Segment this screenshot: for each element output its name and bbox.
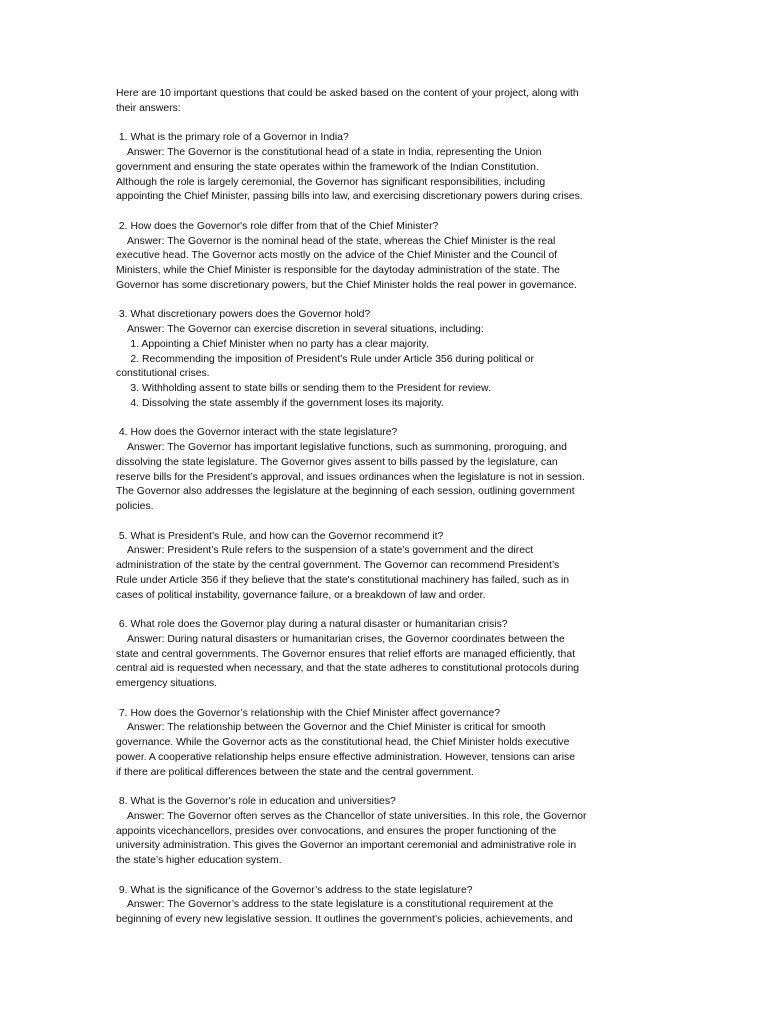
question-block (116, 220, 656, 294)
answer-text-line: Answer: During natural disasters or humanitarian crises, the Governor coordinates between the (116, 633, 565, 645)
answer-text-line: Answer: The Governor can exercise discretion in several situations, including: (116, 324, 484, 335)
answer-text-line: emergency situations. (116, 678, 218, 689)
answer-text-line: Answer: The Governor has important legislative functions, such as summoning, proroguing, and (116, 442, 567, 453)
answer-text-line: Ministers, while the Chief Minister is responsible for the daytoday administration of the state. The (116, 265, 560, 276)
question-text: 6. What role does the Governor play during a natural disaster or humanitarian crisis? (116, 619, 508, 630)
intro-line: their answers: (116, 102, 181, 114)
answer-text-line: university administration. This gives the Governor an important ceremonial and administrative role in (116, 840, 577, 852)
question-block (116, 618, 656, 692)
answer-text-line: policies. (116, 501, 154, 512)
answer-text-line: central aid is requested when necessary, and that the state adheres to constitutional protocols during (116, 663, 580, 675)
answer-text-line: the state’s higher education system. (116, 855, 282, 866)
answer-text-line: state and central governments. The Governor ensures that relief efforts are managed efficiently, that (116, 648, 575, 660)
answer-text-line: executive head. The Governor acts mostly on the advice of the Chief Minister and the Council of (116, 250, 558, 262)
intro-paragraph (116, 87, 656, 117)
answer-text-line: reserve bills for the President’s approval, and issues ordinances when the legislature is not in session. (116, 471, 585, 483)
question-text: 2. How does the Governor's role differ from that of the Chief Minister? (116, 220, 439, 232)
question-text: 4. How does the Governor interact with the state legislature? (116, 427, 398, 439)
question-text: 8. What is the Governor's role in education and universities? (116, 796, 396, 807)
answer-text-line: 3. Withholding assent to state bills or sending them to the President for review. (116, 383, 491, 394)
answer-text-line: 2. Recommending the imposition of President’s Rule under Article 356 during political or (116, 353, 534, 365)
answer-text-line: Although the role is largely ceremonial, the Governor has significant responsibilities, including (116, 176, 546, 188)
document-body (116, 87, 656, 943)
answer-text-line: Answer: The Governor’s address to the state legislature is a constitutional requirement at the (116, 899, 554, 911)
answer-text-line: beginning of every new legislative session. It outlines the government’s policies, achievements, and (116, 914, 573, 925)
answer-text-line: if there are political differences between the state and the central government. (116, 766, 474, 778)
question-text: 1. What is the primary role of a Governor in India? (116, 132, 349, 144)
answer-text-line: Answer: President’s Rule refers to the suspension of a state's government and the direct (116, 545, 534, 557)
answer-text-line: constitutional crises. (116, 368, 210, 380)
question-block (116, 530, 656, 604)
answer-text-line: appointing the Chief Minister, passing bills into law, and exercising discretionary powers during crises. (116, 191, 583, 203)
answer-text-line: dissolving the state legislature. The Governor gives assent to bills passed by the legislature, can (116, 456, 558, 468)
question-block (116, 884, 656, 928)
answer-text-line: Answer: The Governor often serves as the Chancellor of state universities. In this role, the Governor (116, 810, 587, 822)
answer-text-line: The Governor also addresses the legislature at the beginning of each session, outlining government (116, 486, 575, 498)
question-text: 9. What is the significance of the Governor’s address to the state legislature? (116, 884, 473, 896)
question-text: 5. What is President’s Rule, and how can the Governor recommend it? (116, 530, 444, 542)
question-block (116, 131, 656, 205)
answer-text-line: power. A cooperative relationship helps ensure effective administration. However, tensions can arise (116, 751, 575, 763)
intro-line: Here are 10 important questions that could be asked based on the content of your project, along with (116, 88, 579, 99)
answer-text-line: 4. Dissolving the state assembly if the government loses its majority. (116, 397, 444, 409)
answer-text-line: governance. While the Governor acts as the constitutional head, the Chief Minister holds executive (116, 737, 570, 748)
answer-text-line: government and ensuring the state operates within the framework of the Indian Constitution. (116, 161, 539, 173)
answer-text-line: Governor has some discretionary powers, but the Chief Minister holds the real power in governance. (116, 279, 577, 291)
answer-text-line: Answer: The Governor is the constitutional head of a state in India, representing the Union (116, 147, 542, 158)
answer-text-line: Answer: The Governor is the nominal head of the state, whereas the Chief Minister is the real (116, 235, 556, 247)
question-text: 3. What discretionary powers does the Governor hold? (116, 309, 371, 321)
question-block (116, 707, 656, 781)
answer-text-line: Answer: The relationship between the Governor and the Chief Minister is critical for smooth (116, 722, 546, 734)
answer-text-line: appoints vicechancellors, presides over convocations, and ensures the proper functioning of the (116, 825, 557, 837)
answer-text-line: cases of political instability, governance failure, or a breakdown of law and order. (116, 589, 486, 601)
question-text: 7. How does the Governor’s relationship with the Chief Minister affect governance? (116, 707, 501, 719)
answer-text-line: administration of the state by the central government. The Governor can recommend President’s (116, 560, 560, 571)
question-answer-list (116, 131, 656, 928)
answer-text-line: Rule under Article 356 if they believe that the state's constitutional machinery has failed, such as in (116, 574, 570, 586)
answer-text-line: 1. Appointing a Chief Minister when no party has a clear majority. (116, 338, 429, 350)
question-block (116, 426, 656, 515)
question-block (116, 795, 656, 869)
question-block (116, 308, 656, 411)
